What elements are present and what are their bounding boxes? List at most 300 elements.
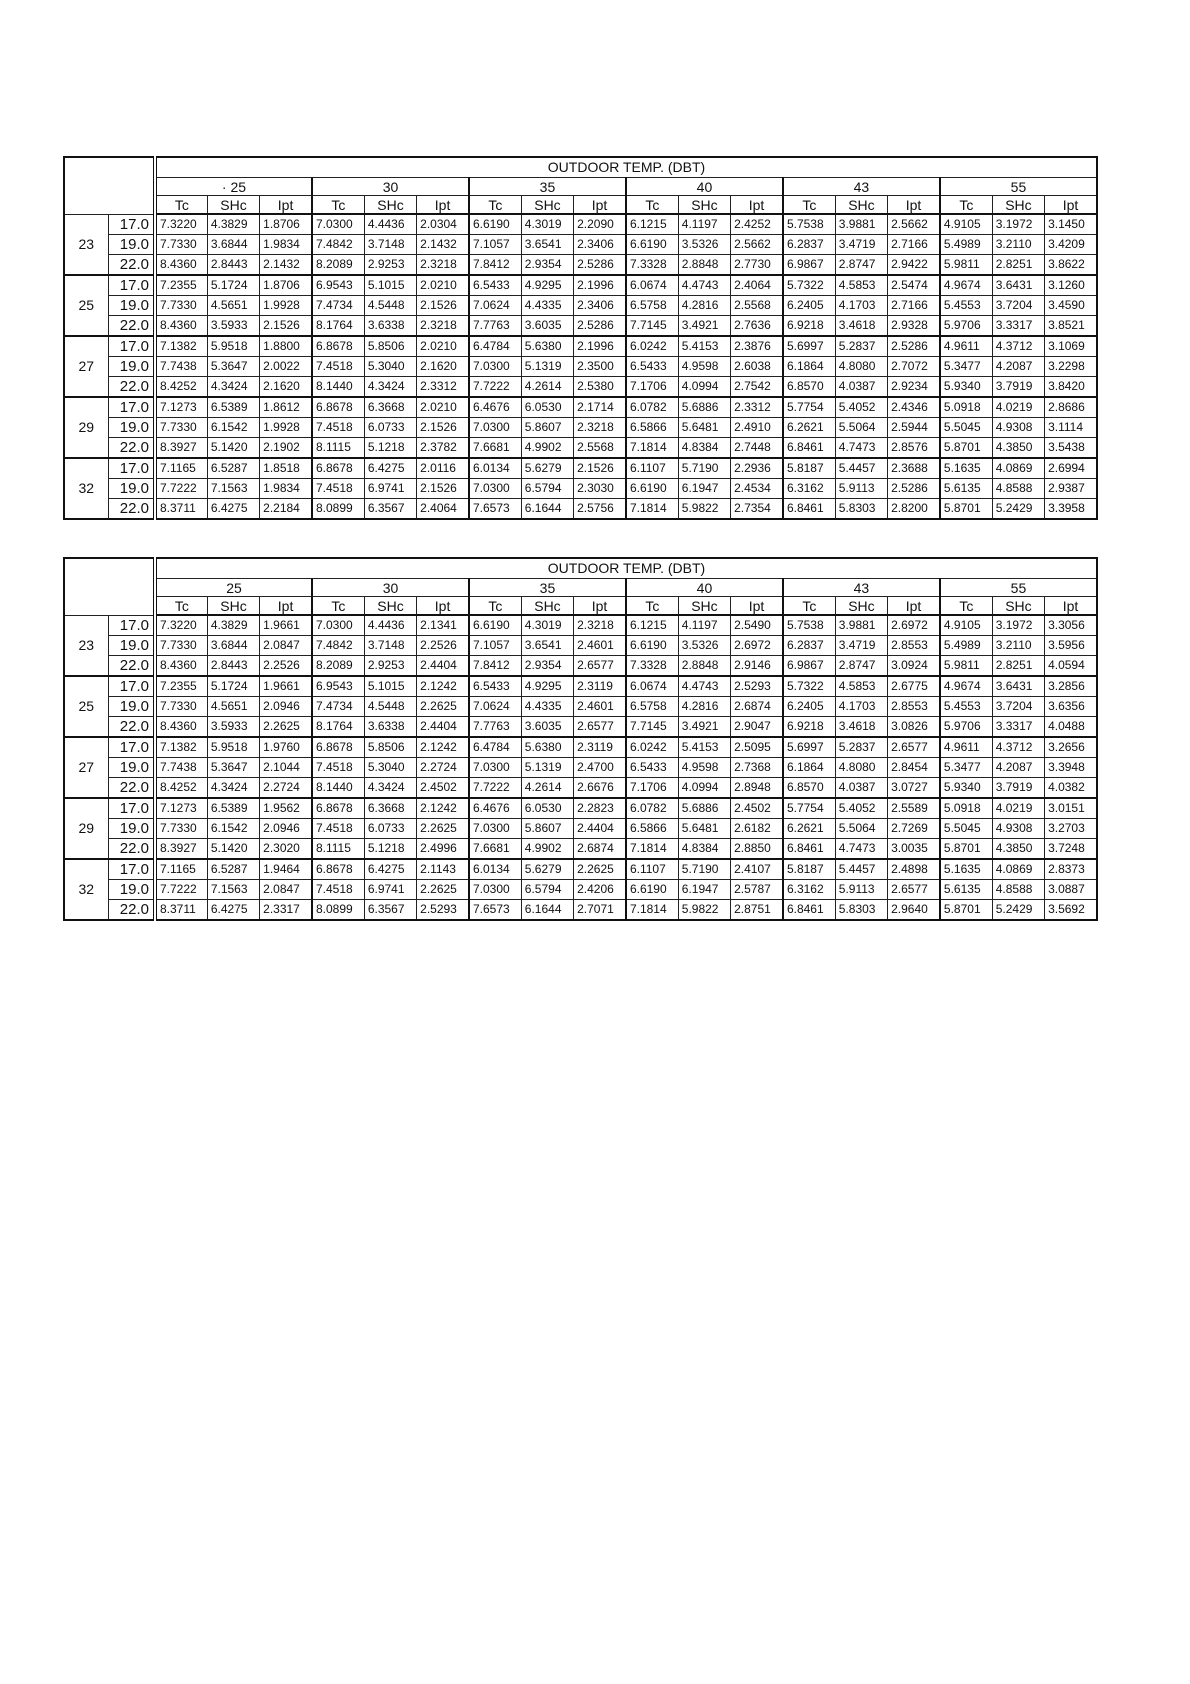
value-cell: 6.5389 — [207, 397, 259, 418]
value-cell: 6.5389 — [207, 798, 259, 819]
value-cell: 2.0304 — [417, 214, 469, 235]
value-cell: 5.5045 — [940, 819, 992, 839]
value-cell: 2.5568 — [574, 438, 626, 459]
value-cell: 5.7754 — [783, 798, 835, 819]
value-cell: 6.8461 — [783, 438, 835, 459]
value-cell: 5.9340 — [940, 377, 992, 398]
value-cell: 6.5433 — [626, 357, 678, 377]
value-cell: 5.2429 — [992, 900, 1044, 921]
value-cell: 4.3019 — [521, 214, 573, 235]
sub-header-ipt: Ipt — [888, 597, 940, 616]
value-cell: 7.8412 — [469, 656, 521, 677]
value-cell: 5.4989 — [940, 235, 992, 255]
value-cell: 2.6038 — [731, 357, 783, 377]
value-cell: 4.9902 — [521, 438, 573, 459]
table-row — [64, 214, 1097, 235]
value-cell: 5.1218 — [364, 839, 416, 860]
wet-bulb-cell: 22.0 — [108, 255, 155, 276]
value-cell: 3.1114 — [1045, 418, 1097, 438]
value-cell: 3.4590 — [1045, 296, 1097, 316]
value-cell: 7.1165 — [155, 458, 207, 479]
value-cell: 2.0847 — [260, 880, 312, 900]
outdoor-temp-header: 25 — [155, 579, 312, 597]
value-cell: 1.9661 — [260, 615, 312, 636]
value-cell: 4.9295 — [521, 275, 573, 296]
table-row — [64, 676, 1097, 697]
value-cell: 2.1526 — [260, 316, 312, 337]
wet-bulb-cell: 22.0 — [108, 778, 155, 799]
value-cell: 4.2816 — [678, 296, 730, 316]
value-cell: 2.3218 — [417, 255, 469, 276]
value-cell: 6.9543 — [312, 676, 364, 697]
sub-header-ipt: Ipt — [260, 597, 312, 616]
value-cell: 6.1542 — [207, 418, 259, 438]
value-cell: 7.7330 — [155, 296, 207, 316]
value-cell: 3.7919 — [992, 377, 1044, 398]
outdoor-temp-header: 35 — [469, 579, 626, 597]
value-cell: 5.2837 — [835, 737, 887, 758]
value-cell: 3.5956 — [1045, 636, 1097, 656]
value-cell: 2.1996 — [574, 336, 626, 357]
table-row — [64, 438, 1097, 459]
value-cell: 5.0918 — [940, 798, 992, 819]
value-cell: 2.5944 — [888, 418, 940, 438]
value-cell: 3.7919 — [992, 778, 1044, 799]
value-cell: 2.1620 — [260, 377, 312, 398]
value-cell: 2.7166 — [888, 235, 940, 255]
value-cell: 3.7148 — [364, 235, 416, 255]
value-cell: 6.0242 — [626, 737, 678, 758]
value-cell: 7.7763 — [469, 316, 521, 337]
sub-header-row — [64, 196, 1097, 215]
value-cell: 6.8461 — [783, 900, 835, 921]
value-cell: 7.2355 — [155, 676, 207, 697]
value-cell: 2.9328 — [888, 316, 940, 337]
value-cell: 2.3406 — [574, 296, 626, 316]
value-cell: 2.6972 — [888, 615, 940, 636]
value-cell: 5.2837 — [835, 336, 887, 357]
wet-bulb-cell: 17.0 — [108, 859, 155, 880]
table-row — [64, 737, 1097, 758]
sub-header-tc: Tc — [469, 597, 521, 616]
value-cell: 2.3020 — [260, 839, 312, 860]
sub-header-ipt: Ipt — [417, 597, 469, 616]
value-cell: 5.9113 — [835, 479, 887, 499]
wet-bulb-cell: 22.0 — [108, 438, 155, 459]
value-cell: 3.1069 — [1045, 336, 1097, 357]
value-cell: 5.1420 — [207, 438, 259, 459]
indoor-temp-cell: 23 — [64, 615, 108, 676]
sub-header-shc: SHc — [992, 597, 1044, 616]
value-cell: 1.9464 — [260, 859, 312, 880]
value-cell: 5.2429 — [992, 499, 1044, 520]
wet-bulb-cell: 17.0 — [108, 798, 155, 819]
value-cell: 2.2526 — [260, 656, 312, 677]
value-cell: 5.1635 — [940, 859, 992, 880]
value-cell: 2.4107 — [731, 859, 783, 880]
value-cell: 6.8678 — [312, 458, 364, 479]
value-cell: 4.0387 — [835, 778, 887, 799]
value-cell: 6.4275 — [207, 499, 259, 520]
value-cell: 5.6481 — [678, 418, 730, 438]
table-row — [64, 296, 1097, 316]
value-cell: 8.4360 — [155, 316, 207, 337]
value-cell: 7.3328 — [626, 656, 678, 677]
value-cell: 6.4784 — [469, 336, 521, 357]
wet-bulb-cell: 19.0 — [108, 479, 155, 499]
value-cell: 2.8454 — [888, 758, 940, 778]
value-cell: 3.2298 — [1045, 357, 1097, 377]
sub-header-tc: Tc — [155, 196, 207, 215]
value-cell: 4.3424 — [207, 377, 259, 398]
table-row — [64, 235, 1097, 255]
value-cell: 7.4734 — [312, 697, 364, 717]
value-cell: 2.2625 — [417, 880, 469, 900]
wet-bulb-cell: 22.0 — [108, 377, 155, 398]
value-cell: 2.0210 — [417, 397, 469, 418]
value-cell: 2.5568 — [731, 296, 783, 316]
value-cell: 4.9902 — [521, 839, 573, 860]
value-cell: 3.0151 — [1045, 798, 1097, 819]
value-cell: 5.8701 — [940, 499, 992, 520]
value-cell: 7.7330 — [155, 819, 207, 839]
indoor-temp-cell: 25 — [64, 275, 108, 336]
value-cell: 6.5866 — [626, 819, 678, 839]
value-cell: 3.7204 — [992, 697, 1044, 717]
sub-header-shc: SHc — [521, 196, 573, 215]
sub-header-ipt: Ipt — [1045, 196, 1097, 215]
value-cell: 3.6541 — [521, 636, 573, 656]
value-cell: 6.4275 — [364, 859, 416, 880]
value-cell: 2.4404 — [417, 656, 469, 677]
value-cell: 8.1115 — [312, 438, 364, 459]
value-cell: 5.9706 — [940, 717, 992, 738]
value-cell: 4.4335 — [521, 697, 573, 717]
outdoor-temp-header: 55 — [940, 579, 1097, 597]
value-cell: 2.1526 — [417, 296, 469, 316]
value-cell: 7.1706 — [626, 778, 678, 799]
value-cell: 5.4153 — [678, 737, 730, 758]
value-cell: 5.3647 — [207, 758, 259, 778]
sub-header-ipt: Ipt — [260, 196, 312, 215]
value-cell: 5.8303 — [835, 900, 887, 921]
value-cell: 2.2625 — [417, 697, 469, 717]
value-cell: 2.5293 — [417, 900, 469, 921]
value-cell: 2.9354 — [521, 656, 573, 677]
value-cell: 7.0300 — [312, 214, 364, 235]
value-cell: 3.5933 — [207, 717, 259, 738]
value-cell: 3.2703 — [1045, 819, 1097, 839]
value-cell: 1.9928 — [260, 418, 312, 438]
value-cell: 6.1644 — [521, 900, 573, 921]
value-cell: 2.0210 — [417, 275, 469, 296]
value-cell: 2.5490 — [731, 615, 783, 636]
value-cell: 2.4064 — [731, 275, 783, 296]
value-cell: 7.4518 — [312, 758, 364, 778]
value-cell: 4.5448 — [364, 296, 416, 316]
value-cell: 2.8850 — [731, 839, 783, 860]
value-cell: 6.6190 — [626, 636, 678, 656]
value-cell: 3.8622 — [1045, 255, 1097, 276]
value-cell: 7.1382 — [155, 737, 207, 758]
value-cell: 4.1703 — [835, 296, 887, 316]
value-cell: 2.0022 — [260, 357, 312, 377]
value-cell: 7.6573 — [469, 499, 521, 520]
value-cell: 2.2526 — [417, 636, 469, 656]
value-cell: 4.5651 — [207, 296, 259, 316]
value-cell: 2.2823 — [574, 798, 626, 819]
value-cell: 5.4052 — [835, 397, 887, 418]
value-cell: 6.6190 — [469, 214, 521, 235]
value-cell: 2.2090 — [574, 214, 626, 235]
value-cell: 2.6577 — [574, 656, 626, 677]
value-cell: 4.0994 — [678, 778, 730, 799]
value-cell: 1.9760 — [260, 737, 312, 758]
value-cell: 5.6886 — [678, 798, 730, 819]
sub-header-tc: Tc — [312, 597, 364, 616]
value-cell: 1.9661 — [260, 676, 312, 697]
sub-header-tc: Tc — [783, 597, 835, 616]
value-cell: 2.9047 — [731, 717, 783, 738]
value-cell: 5.8187 — [783, 458, 835, 479]
value-cell: 2.5787 — [731, 880, 783, 900]
value-cell: 2.6874 — [731, 697, 783, 717]
value-cell: 6.8678 — [312, 859, 364, 880]
value-cell: 6.1107 — [626, 458, 678, 479]
indoor-temp-cell: 29 — [64, 397, 108, 458]
wet-bulb-cell: 17.0 — [108, 214, 155, 235]
value-cell: 7.6573 — [469, 900, 521, 921]
value-cell: 2.7448 — [731, 438, 783, 459]
table-row — [64, 418, 1097, 438]
value-cell: 3.3958 — [1045, 499, 1097, 520]
value-cell: 3.6035 — [521, 316, 573, 337]
value-cell: 5.8506 — [364, 336, 416, 357]
value-cell: 7.1814 — [626, 839, 678, 860]
value-cell: 5.3040 — [364, 758, 416, 778]
outdoor-temp-row — [64, 178, 1097, 196]
value-cell: 6.0733 — [364, 819, 416, 839]
table-row — [64, 778, 1097, 799]
value-cell: 7.7222 — [469, 778, 521, 799]
wet-bulb-cell: 17.0 — [108, 737, 155, 758]
value-cell: 5.6279 — [521, 859, 573, 880]
wet-bulb-cell: 19.0 — [108, 357, 155, 377]
value-cell: 8.3711 — [155, 900, 207, 921]
value-cell: 1.8800 — [260, 336, 312, 357]
value-cell: 5.8701 — [940, 438, 992, 459]
sub-header-tc: Tc — [940, 597, 992, 616]
value-cell: 5.4989 — [940, 636, 992, 656]
sub-header-shc: SHc — [678, 597, 730, 616]
sub-header-ipt: Ipt — [1045, 597, 1097, 616]
value-cell: 2.1044 — [260, 758, 312, 778]
wet-bulb-cell: 17.0 — [108, 676, 155, 697]
value-cell: 6.2837 — [783, 235, 835, 255]
value-cell: 7.1563 — [207, 479, 259, 499]
value-cell: 2.1432 — [260, 255, 312, 276]
value-cell: 4.0382 — [1045, 778, 1097, 799]
value-cell: 5.9113 — [835, 880, 887, 900]
outdoor-temp-header: 43 — [783, 579, 940, 597]
value-cell: 4.5651 — [207, 697, 259, 717]
value-cell: 6.1947 — [678, 479, 730, 499]
value-cell: 6.9218 — [783, 717, 835, 738]
value-cell: 5.1319 — [521, 357, 573, 377]
corner-cell — [64, 558, 155, 615]
value-cell: 6.0134 — [469, 458, 521, 479]
value-cell: 2.4534 — [731, 479, 783, 499]
value-cell: 3.7204 — [992, 296, 1044, 316]
value-cell: 2.9354 — [521, 255, 573, 276]
value-cell: 8.0899 — [312, 900, 364, 921]
value-cell: 2.5286 — [574, 255, 626, 276]
table-row — [64, 758, 1097, 778]
value-cell: 6.4275 — [207, 900, 259, 921]
value-cell: 5.8506 — [364, 737, 416, 758]
value-cell: 5.3647 — [207, 357, 259, 377]
value-cell: 6.0530 — [521, 798, 573, 819]
value-cell: 5.6997 — [783, 737, 835, 758]
value-cell: 6.9741 — [364, 479, 416, 499]
value-cell: 3.6035 — [521, 717, 573, 738]
sub-header-shc: SHc — [207, 196, 259, 215]
value-cell: 8.1115 — [312, 839, 364, 860]
value-cell: 8.2089 — [312, 656, 364, 677]
value-cell: 7.0300 — [469, 418, 521, 438]
value-cell: 7.7438 — [155, 758, 207, 778]
value-cell: 2.2625 — [417, 819, 469, 839]
value-cell: 1.8706 — [260, 275, 312, 296]
value-cell: 2.3312 — [417, 377, 469, 398]
value-cell: 4.1703 — [835, 697, 887, 717]
value-cell: 4.0869 — [992, 859, 1044, 880]
value-cell: 4.0994 — [678, 377, 730, 398]
value-cell: 4.5853 — [835, 275, 887, 296]
value-cell: 7.1273 — [155, 397, 207, 418]
value-cell: 2.8576 — [888, 438, 940, 459]
value-cell: 4.7473 — [835, 839, 887, 860]
table-row — [64, 397, 1097, 418]
value-cell: 3.3317 — [992, 717, 1044, 738]
value-cell: 2.6775 — [888, 676, 940, 697]
value-cell: 5.4457 — [835, 458, 887, 479]
value-cell: 2.1996 — [574, 275, 626, 296]
value-cell: 2.4252 — [731, 214, 783, 235]
value-cell: 2.8747 — [835, 656, 887, 677]
value-cell: 3.4921 — [678, 316, 730, 337]
value-cell: 4.0219 — [992, 397, 1044, 418]
value-cell: 3.5692 — [1045, 900, 1097, 921]
value-cell: 4.4743 — [678, 676, 730, 697]
table-row — [64, 798, 1097, 819]
value-cell: 5.8701 — [940, 839, 992, 860]
value-cell: 5.1015 — [364, 676, 416, 697]
value-cell: 2.8251 — [992, 656, 1044, 677]
wet-bulb-cell: 19.0 — [108, 758, 155, 778]
value-cell: 4.3019 — [521, 615, 573, 636]
value-cell: 4.3850 — [992, 839, 1044, 860]
value-cell: 2.8373 — [1045, 859, 1097, 880]
value-cell: 5.7190 — [678, 458, 730, 479]
value-cell: 7.1563 — [207, 880, 259, 900]
value-cell: 7.7330 — [155, 235, 207, 255]
value-cell: 2.9253 — [364, 255, 416, 276]
value-cell: 7.1057 — [469, 235, 521, 255]
value-cell: 5.9811 — [940, 255, 992, 276]
value-cell: 8.4252 — [155, 377, 207, 398]
value-cell: 3.5933 — [207, 316, 259, 337]
value-cell: 2.4064 — [417, 499, 469, 520]
title-row — [64, 157, 1097, 178]
value-cell: 5.5045 — [940, 418, 992, 438]
value-cell: 4.9674 — [940, 676, 992, 697]
value-cell: 2.4601 — [574, 636, 626, 656]
value-cell: 6.8570 — [783, 377, 835, 398]
value-cell: 5.8607 — [521, 819, 573, 839]
value-cell: 2.5474 — [888, 275, 940, 296]
sub-header-shc: SHc — [992, 196, 1044, 215]
table-row — [64, 479, 1097, 499]
wet-bulb-cell: 22.0 — [108, 717, 155, 738]
table-row — [64, 697, 1097, 717]
value-cell: 4.3712 — [992, 336, 1044, 357]
value-cell: 6.1864 — [783, 357, 835, 377]
value-cell: 3.4921 — [678, 717, 730, 738]
value-cell: 4.9611 — [940, 737, 992, 758]
value-cell: 7.1814 — [626, 438, 678, 459]
table-row — [64, 819, 1097, 839]
value-cell: 4.7473 — [835, 438, 887, 459]
value-cell: 2.8553 — [888, 636, 940, 656]
value-cell: 2.8751 — [731, 900, 783, 921]
value-cell: 6.4275 — [364, 458, 416, 479]
value-cell: 5.8701 — [940, 900, 992, 921]
value-cell: 2.6874 — [574, 839, 626, 860]
value-cell: 7.0300 — [469, 819, 521, 839]
wet-bulb-cell: 17.0 — [108, 458, 155, 479]
outdoor-temp-header: 40 — [626, 178, 783, 196]
value-cell: 5.7322 — [783, 676, 835, 697]
sub-header-shc: SHc — [835, 597, 887, 616]
value-cell: 3.4618 — [835, 316, 887, 337]
value-cell: 2.9253 — [364, 656, 416, 677]
value-cell: 3.0727 — [888, 778, 940, 799]
value-cell: 4.9308 — [992, 819, 1044, 839]
value-cell: 3.3317 — [992, 316, 1044, 337]
value-cell: 2.1526 — [417, 418, 469, 438]
value-cell: 6.3162 — [783, 479, 835, 499]
value-cell: 2.0210 — [417, 336, 469, 357]
wet-bulb-cell: 19.0 — [108, 636, 155, 656]
value-cell: 6.0733 — [364, 418, 416, 438]
value-cell: 5.3040 — [364, 357, 416, 377]
value-cell: 7.4842 — [312, 636, 364, 656]
value-cell: 5.7538 — [783, 214, 835, 235]
value-cell: 7.3328 — [626, 255, 678, 276]
value-cell: 7.0300 — [469, 880, 521, 900]
value-cell: 6.6190 — [626, 479, 678, 499]
value-cell: 2.2625 — [260, 717, 312, 738]
value-cell: 5.8303 — [835, 499, 887, 520]
value-cell: 2.7269 — [888, 819, 940, 839]
value-cell: 2.8848 — [678, 255, 730, 276]
value-cell: 3.3056 — [1045, 615, 1097, 636]
value-cell: 6.0782 — [626, 798, 678, 819]
table-row — [64, 859, 1097, 880]
value-cell: 7.7222 — [155, 880, 207, 900]
value-cell: 2.5756 — [574, 499, 626, 520]
